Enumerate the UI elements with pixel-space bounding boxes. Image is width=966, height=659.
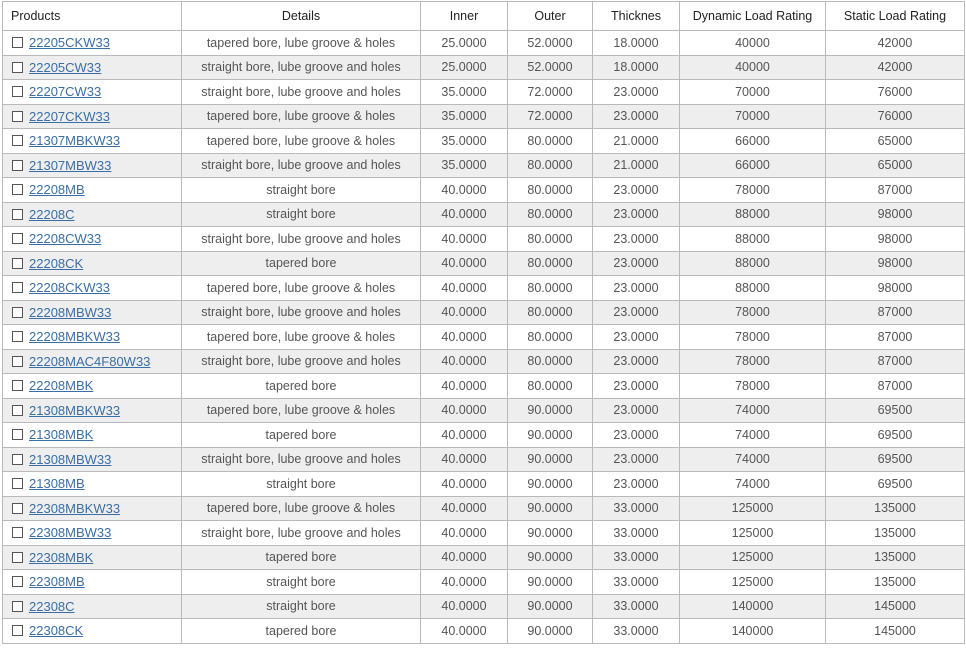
table-row bbox=[3, 251, 965, 276]
product-link[interactable]: 21307MBKW33 bbox=[29, 133, 121, 149]
header-products[interactable]: Products bbox=[3, 2, 182, 31]
thickness-cell: 23.0000 bbox=[593, 398, 680, 423]
row-checkbox[interactable] bbox=[12, 209, 23, 220]
dynamic-load-cell: 88000 bbox=[680, 251, 826, 276]
details-cell: tapered bore, lube groove & holes bbox=[182, 398, 421, 423]
static-load-cell: 98000 bbox=[826, 202, 965, 227]
product-cell bbox=[3, 80, 182, 105]
static-load-cell: 98000 bbox=[826, 276, 965, 301]
inner-cell: 35.0000 bbox=[421, 153, 508, 178]
product-cell bbox=[3, 153, 182, 178]
table-row bbox=[3, 300, 965, 325]
row-checkbox[interactable] bbox=[12, 527, 23, 538]
row-checkbox[interactable] bbox=[12, 552, 23, 563]
product-cell bbox=[3, 447, 182, 472]
dynamic-load-cell: 125000 bbox=[680, 570, 826, 595]
inner-cell: 40.0000 bbox=[421, 423, 508, 448]
product-cell bbox=[3, 398, 182, 423]
product-link[interactable]: 22208CW33 bbox=[29, 231, 102, 247]
row-checkbox[interactable] bbox=[12, 37, 23, 48]
static-load-cell: 42000 bbox=[826, 31, 965, 56]
dynamic-load-cell: 78000 bbox=[680, 325, 826, 350]
product-cell bbox=[3, 251, 182, 276]
static-load-cell: 42000 bbox=[826, 55, 965, 80]
inner-cell: 40.0000 bbox=[421, 594, 508, 619]
outer-cell: 80.0000 bbox=[508, 129, 593, 154]
row-checkbox[interactable] bbox=[12, 282, 23, 293]
product-cell bbox=[3, 276, 182, 301]
product-table-container bbox=[2, 1, 965, 644]
table-row bbox=[3, 104, 965, 129]
details-cell: tapered bore, lube groove & holes bbox=[182, 496, 421, 521]
product-link[interactable]: 21308MBK bbox=[29, 427, 94, 443]
row-checkbox[interactable] bbox=[12, 111, 23, 122]
inner-cell: 35.0000 bbox=[421, 80, 508, 105]
static-load-cell: 135000 bbox=[826, 496, 965, 521]
product-link[interactable]: 22208CK bbox=[29, 255, 84, 271]
outer-cell: 80.0000 bbox=[508, 325, 593, 350]
outer-cell: 80.0000 bbox=[508, 276, 593, 301]
row-checkbox[interactable] bbox=[12, 576, 23, 587]
product-cell bbox=[3, 423, 182, 448]
product-link[interactable]: 22308MBK bbox=[29, 549, 94, 565]
dynamic-load-cell: 88000 bbox=[680, 227, 826, 252]
dynamic-load-cell: 40000 bbox=[680, 55, 826, 80]
thickness-cell: 18.0000 bbox=[593, 55, 680, 80]
dynamic-load-cell: 78000 bbox=[680, 300, 826, 325]
dynamic-load-cell: 125000 bbox=[680, 521, 826, 546]
static-load-cell: 145000 bbox=[826, 594, 965, 619]
product-link[interactable]: 21308MBW33 bbox=[29, 451, 112, 467]
details-cell: straight bore bbox=[182, 178, 421, 203]
header-thickness[interactable]: Thicknes bbox=[593, 2, 680, 31]
dynamic-load-cell: 125000 bbox=[680, 545, 826, 570]
thickness-cell: 21.0000 bbox=[593, 153, 680, 178]
thickness-cell: 33.0000 bbox=[593, 619, 680, 644]
details-cell: straight bore, lube groove and holes bbox=[182, 300, 421, 325]
thickness-cell: 23.0000 bbox=[593, 349, 680, 374]
table-row bbox=[3, 153, 965, 178]
thickness-cell: 33.0000 bbox=[593, 545, 680, 570]
thickness-cell: 23.0000 bbox=[593, 374, 680, 399]
product-cell bbox=[3, 521, 182, 546]
table-row bbox=[3, 398, 965, 423]
thickness-cell: 23.0000 bbox=[593, 178, 680, 203]
static-load-cell: 87000 bbox=[826, 374, 965, 399]
row-checkbox[interactable] bbox=[12, 601, 23, 612]
outer-cell: 80.0000 bbox=[508, 349, 593, 374]
details-cell: straight bore bbox=[182, 472, 421, 497]
product-cell bbox=[3, 325, 182, 350]
details-cell: tapered bore, lube groove & holes bbox=[182, 325, 421, 350]
table-row bbox=[3, 227, 965, 252]
details-cell: straight bore bbox=[182, 202, 421, 227]
product-cell bbox=[3, 374, 182, 399]
inner-cell: 40.0000 bbox=[421, 251, 508, 276]
product-link[interactable]: 22208C bbox=[29, 206, 75, 222]
static-load-cell: 69500 bbox=[826, 472, 965, 497]
outer-cell: 90.0000 bbox=[508, 447, 593, 472]
product-link[interactable]: 22308MBKW33 bbox=[29, 500, 121, 516]
table-row bbox=[3, 202, 965, 227]
thickness-cell: 23.0000 bbox=[593, 325, 680, 350]
dynamic-load-cell: 74000 bbox=[680, 472, 826, 497]
dynamic-load-cell: 78000 bbox=[680, 374, 826, 399]
table-row bbox=[3, 80, 965, 105]
product-link[interactable]: 22208MAC4F80W33 bbox=[29, 353, 151, 369]
dynamic-load-cell: 66000 bbox=[680, 129, 826, 154]
table-row bbox=[3, 325, 965, 350]
outer-cell: 90.0000 bbox=[508, 398, 593, 423]
thickness-cell: 23.0000 bbox=[593, 423, 680, 448]
product-link[interactable]: 22205CKW33 bbox=[29, 35, 110, 51]
product-link[interactable]: 22308CK bbox=[29, 623, 84, 639]
static-load-cell: 87000 bbox=[826, 325, 965, 350]
thickness-cell: 23.0000 bbox=[593, 472, 680, 497]
row-checkbox[interactable] bbox=[12, 331, 23, 342]
outer-cell: 90.0000 bbox=[508, 496, 593, 521]
product-cell bbox=[3, 349, 182, 374]
details-cell: straight bore bbox=[182, 570, 421, 595]
dynamic-load-cell: 74000 bbox=[680, 447, 826, 472]
thickness-cell: 23.0000 bbox=[593, 227, 680, 252]
product-cell bbox=[3, 178, 182, 203]
inner-cell: 40.0000 bbox=[421, 545, 508, 570]
row-checkbox[interactable] bbox=[12, 478, 23, 489]
thickness-cell: 23.0000 bbox=[593, 202, 680, 227]
inner-cell: 40.0000 bbox=[421, 325, 508, 350]
table-row bbox=[3, 31, 965, 56]
table-row bbox=[3, 521, 965, 546]
dynamic-load-cell: 70000 bbox=[680, 80, 826, 105]
row-checkbox[interactable] bbox=[12, 160, 23, 171]
row-checkbox[interactable] bbox=[12, 62, 23, 73]
outer-cell: 52.0000 bbox=[508, 55, 593, 80]
row-checkbox[interactable] bbox=[12, 356, 23, 367]
details-cell: tapered bore, lube groove & holes bbox=[182, 129, 421, 154]
inner-cell: 35.0000 bbox=[421, 129, 508, 154]
inner-cell: 40.0000 bbox=[421, 227, 508, 252]
details-cell: straight bore, lube groove and holes bbox=[182, 521, 421, 546]
table-row bbox=[3, 570, 965, 595]
static-load-cell: 69500 bbox=[826, 398, 965, 423]
thickness-cell: 33.0000 bbox=[593, 496, 680, 521]
details-cell: tapered bore, lube groove & holes bbox=[182, 104, 421, 129]
row-checkbox[interactable] bbox=[12, 454, 23, 465]
product-link[interactable]: 22208CKW33 bbox=[29, 280, 110, 296]
static-load-cell: 87000 bbox=[826, 349, 965, 374]
static-load-cell: 135000 bbox=[826, 545, 965, 570]
dynamic-load-cell: 66000 bbox=[680, 153, 826, 178]
static-load-cell: 135000 bbox=[826, 570, 965, 595]
table-row bbox=[3, 472, 965, 497]
inner-cell: 40.0000 bbox=[421, 202, 508, 227]
table-row bbox=[3, 423, 965, 448]
outer-cell: 90.0000 bbox=[508, 594, 593, 619]
product-link[interactable]: 22207CKW33 bbox=[29, 108, 110, 124]
row-checkbox[interactable] bbox=[12, 380, 23, 391]
outer-cell: 80.0000 bbox=[508, 251, 593, 276]
dynamic-load-cell: 125000 bbox=[680, 496, 826, 521]
static-load-cell: 87000 bbox=[826, 300, 965, 325]
table-row bbox=[3, 594, 965, 619]
details-cell: tapered bore bbox=[182, 545, 421, 570]
inner-cell: 35.0000 bbox=[421, 104, 508, 129]
inner-cell: 40.0000 bbox=[421, 398, 508, 423]
details-cell: tapered bore, lube groove & holes bbox=[182, 31, 421, 56]
details-cell: tapered bore bbox=[182, 374, 421, 399]
product-link[interactable]: 21307MBW33 bbox=[29, 157, 112, 173]
product-link[interactable]: 21308MBKW33 bbox=[29, 402, 121, 418]
row-checkbox[interactable] bbox=[12, 233, 23, 244]
outer-cell: 80.0000 bbox=[508, 227, 593, 252]
thickness-cell: 33.0000 bbox=[593, 570, 680, 595]
inner-cell: 40.0000 bbox=[421, 521, 508, 546]
product-link[interactable]: 22308MBW33 bbox=[29, 525, 112, 541]
table-row bbox=[3, 447, 965, 472]
static-load-cell: 69500 bbox=[826, 423, 965, 448]
inner-cell: 40.0000 bbox=[421, 349, 508, 374]
details-cell: straight bore, lube groove and holes bbox=[182, 153, 421, 178]
product-link[interactable]: 22208MBK bbox=[29, 378, 94, 394]
table-body bbox=[3, 31, 965, 644]
table-header-row bbox=[3, 2, 965, 31]
table-row bbox=[3, 276, 965, 301]
static-load-cell: 76000 bbox=[826, 104, 965, 129]
outer-cell: 52.0000 bbox=[508, 31, 593, 56]
outer-cell: 72.0000 bbox=[508, 104, 593, 129]
outer-cell: 80.0000 bbox=[508, 178, 593, 203]
product-cell bbox=[3, 227, 182, 252]
dynamic-load-cell: 140000 bbox=[680, 594, 826, 619]
table-row bbox=[3, 496, 965, 521]
product-link[interactable]: 22208MB bbox=[29, 182, 85, 198]
details-cell: straight bore, lube groove and holes bbox=[182, 55, 421, 80]
static-load-cell: 145000 bbox=[826, 619, 965, 644]
dynamic-load-cell: 78000 bbox=[680, 349, 826, 374]
header-outer[interactable]: Outer bbox=[508, 2, 593, 31]
product-link[interactable]: 22208MBKW33 bbox=[29, 329, 121, 345]
header-inner[interactable]: Inner bbox=[421, 2, 508, 31]
dynamic-load-cell: 74000 bbox=[680, 423, 826, 448]
table-row bbox=[3, 178, 965, 203]
row-checkbox[interactable] bbox=[12, 86, 23, 97]
table-row bbox=[3, 374, 965, 399]
product-link[interactable]: 22308C bbox=[29, 598, 75, 614]
table-row bbox=[3, 545, 965, 570]
static-load-cell: 98000 bbox=[826, 227, 965, 252]
row-checkbox[interactable] bbox=[12, 184, 23, 195]
static-load-cell: 98000 bbox=[826, 251, 965, 276]
thickness-cell: 33.0000 bbox=[593, 521, 680, 546]
thickness-cell: 23.0000 bbox=[593, 447, 680, 472]
inner-cell: 40.0000 bbox=[421, 178, 508, 203]
details-cell: straight bore, lube groove and holes bbox=[182, 80, 421, 105]
product-link[interactable]: 22205CW33 bbox=[29, 59, 102, 75]
product-link[interactable]: 22208MBW33 bbox=[29, 304, 112, 320]
thickness-cell: 23.0000 bbox=[593, 251, 680, 276]
dynamic-load-cell: 88000 bbox=[680, 276, 826, 301]
product-table bbox=[2, 1, 965, 644]
static-load-cell: 135000 bbox=[826, 521, 965, 546]
details-cell: straight bore, lube groove and holes bbox=[182, 447, 421, 472]
thickness-cell: 23.0000 bbox=[593, 300, 680, 325]
outer-cell: 80.0000 bbox=[508, 300, 593, 325]
outer-cell: 90.0000 bbox=[508, 570, 593, 595]
row-checkbox[interactable] bbox=[12, 307, 23, 318]
static-load-cell: 65000 bbox=[826, 129, 965, 154]
details-cell: tapered bore bbox=[182, 251, 421, 276]
row-checkbox[interactable] bbox=[12, 405, 23, 416]
header-static-load-rating[interactable]: Static Load Rating bbox=[826, 2, 965, 31]
outer-cell: 90.0000 bbox=[508, 521, 593, 546]
row-checkbox[interactable] bbox=[12, 258, 23, 269]
details-cell: straight bore, lube groove and holes bbox=[182, 227, 421, 252]
product-cell bbox=[3, 104, 182, 129]
details-cell: tapered bore, lube groove & holes bbox=[182, 276, 421, 301]
product-cell bbox=[3, 570, 182, 595]
product-cell bbox=[3, 129, 182, 154]
row-checkbox[interactable] bbox=[12, 429, 23, 440]
thickness-cell: 18.0000 bbox=[593, 31, 680, 56]
table-row bbox=[3, 619, 965, 644]
product-link[interactable]: 22207CW33 bbox=[29, 84, 102, 100]
outer-cell: 90.0000 bbox=[508, 619, 593, 644]
product-cell bbox=[3, 496, 182, 521]
thickness-cell: 33.0000 bbox=[593, 594, 680, 619]
dynamic-load-cell: 140000 bbox=[680, 619, 826, 644]
outer-cell: 72.0000 bbox=[508, 80, 593, 105]
inner-cell: 40.0000 bbox=[421, 570, 508, 595]
outer-cell: 80.0000 bbox=[508, 202, 593, 227]
thickness-cell: 23.0000 bbox=[593, 80, 680, 105]
product-cell bbox=[3, 55, 182, 80]
inner-cell: 40.0000 bbox=[421, 374, 508, 399]
details-cell: tapered bore bbox=[182, 619, 421, 644]
static-load-cell: 65000 bbox=[826, 153, 965, 178]
dynamic-load-cell: 70000 bbox=[680, 104, 826, 129]
dynamic-load-cell: 40000 bbox=[680, 31, 826, 56]
inner-cell: 40.0000 bbox=[421, 300, 508, 325]
table-row bbox=[3, 129, 965, 154]
outer-cell: 90.0000 bbox=[508, 545, 593, 570]
dynamic-load-cell: 88000 bbox=[680, 202, 826, 227]
product-cell bbox=[3, 619, 182, 644]
table-row bbox=[3, 55, 965, 80]
details-cell: straight bore bbox=[182, 594, 421, 619]
static-load-cell: 87000 bbox=[826, 178, 965, 203]
inner-cell: 40.0000 bbox=[421, 276, 508, 301]
product-cell bbox=[3, 594, 182, 619]
thickness-cell: 23.0000 bbox=[593, 276, 680, 301]
thickness-cell: 23.0000 bbox=[593, 104, 680, 129]
header-dynamic-load-rating[interactable]: Dynamic Load Rating bbox=[680, 2, 826, 31]
details-cell: straight bore, lube groove and holes bbox=[182, 349, 421, 374]
product-cell bbox=[3, 31, 182, 56]
inner-cell: 25.0000 bbox=[421, 55, 508, 80]
inner-cell: 40.0000 bbox=[421, 472, 508, 497]
dynamic-load-cell: 78000 bbox=[680, 178, 826, 203]
product-cell bbox=[3, 202, 182, 227]
inner-cell: 40.0000 bbox=[421, 496, 508, 521]
static-load-cell: 76000 bbox=[826, 80, 965, 105]
product-cell bbox=[3, 545, 182, 570]
table-row bbox=[3, 349, 965, 374]
inner-cell: 40.0000 bbox=[421, 619, 508, 644]
inner-cell: 40.0000 bbox=[421, 447, 508, 472]
product-cell bbox=[3, 300, 182, 325]
product-cell bbox=[3, 472, 182, 497]
header-details[interactable]: Details bbox=[182, 2, 421, 31]
static-load-cell: 69500 bbox=[826, 447, 965, 472]
product-link[interactable]: 21308MB bbox=[29, 476, 85, 492]
outer-cell: 90.0000 bbox=[508, 472, 593, 497]
product-link[interactable]: 22308MB bbox=[29, 574, 85, 590]
dynamic-load-cell: 74000 bbox=[680, 398, 826, 423]
outer-cell: 90.0000 bbox=[508, 423, 593, 448]
row-checkbox[interactable] bbox=[12, 135, 23, 146]
outer-cell: 80.0000 bbox=[508, 153, 593, 178]
details-cell: tapered bore bbox=[182, 423, 421, 448]
outer-cell: 80.0000 bbox=[508, 374, 593, 399]
row-checkbox[interactable] bbox=[12, 503, 23, 514]
thickness-cell: 21.0000 bbox=[593, 129, 680, 154]
row-checkbox[interactable] bbox=[12, 625, 23, 636]
inner-cell: 25.0000 bbox=[421, 31, 508, 56]
